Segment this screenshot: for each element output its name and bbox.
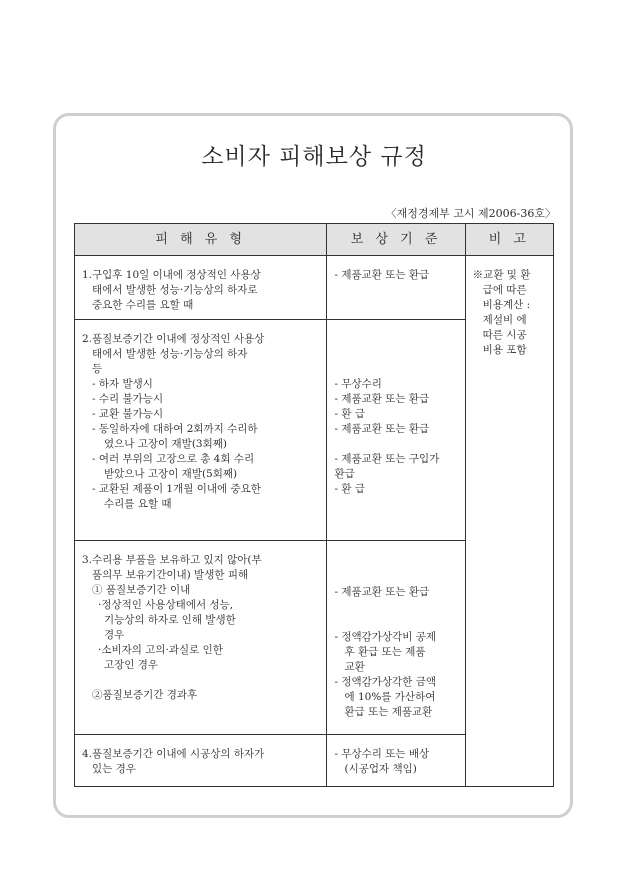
text-line: - 정액감가상각한 금액 [334,676,436,688]
text-line: ① 품질보증기간 이내 [92,584,191,596]
text-line: - 환 급 [334,483,365,495]
text-line [334,615,458,630]
header-remarks: 비 고 [465,224,553,256]
text-line [334,437,458,452]
text-line: 받았으나 고장이 재발(5회째) [104,468,238,480]
text-line [334,600,458,615]
text-line: - 제품교환 또는 환급 [334,269,430,281]
text-line: - 여러 부위의 고장으로 총 4회 수리 [92,453,255,465]
text-line: - 교환된 제품이 1개월 이내에 중요한 [92,483,261,495]
text-line: - 제품교환 또는 환급 [334,586,430,598]
text-line: 경우 [104,629,125,641]
compensation-table [74,223,554,787]
table-row [75,256,554,320]
header-damage-type: 피 해 유 형 [75,224,327,256]
text-line: - 교환 불가능시 [92,408,164,420]
text-line: 태에서 발생한 성능·기능상의 하자 [92,348,248,360]
text-line: - 제품교환 또는 환급 [334,423,430,435]
text-line: - 무상수리 또는 배상 [334,748,430,760]
text-line: 4.품질보증기간 이내에 시공상의 하자가 [82,748,265,760]
text-line: - 동일하자에 대하여 2회까지 수리하 [92,423,258,435]
text-line: 중요한 수리를 요할 때 [92,299,194,311]
page-title: 소비자 피해보상 규정 [201,144,427,170]
text-line: ※교환 및 환 [472,269,531,281]
text-line: 등 [92,363,103,375]
text-line [82,673,320,688]
text-line: 2.품질보증기간 이내에 정상적인 사용상 [82,333,265,345]
text-line: - 수리 불가능시 [92,393,164,405]
header-compensation-standard: 보 상 기 준 [327,224,465,256]
text-line: 있는 경우 [92,763,136,775]
text-line: 후 환급 또는 제품 [344,646,426,658]
row1-type [75,256,327,320]
text-line: - 환 급 [334,408,365,420]
text-line: - 하자 발생시 [92,378,153,390]
table-header-row [75,224,554,256]
text-line: 환급 [334,468,355,480]
row3-standard [327,541,465,735]
row2-type [75,320,327,541]
text-line: 비용 포함 [482,344,527,356]
row1-standard [327,256,465,320]
text-line: (시공업자 책임) [344,763,417,775]
text-line: 비용계산 : [482,299,531,311]
text-line: - 제품교환 또는 구입가 [334,453,440,465]
text-line: ·소비자의 고의·과실로 인한 [98,644,223,656]
row3-type [75,541,327,735]
text-line: 1.구입후 10일 이내에 정상적인 사용상 [82,269,261,281]
text-line: ②품질보증기간 경과후 [92,689,198,701]
text-line: 교환 [344,661,365,673]
text-line: 제설비 에 [482,314,527,326]
row4-standard [327,735,465,787]
text-line: 품의무 보유기간이내) 발생한 피해 [92,569,249,581]
row4-type [75,735,327,787]
text-line: 태에서 발생한 성능·기능상의 하자로 [92,284,258,296]
text-line: - 무상수리 [334,378,382,390]
row2-standard [327,320,465,541]
text-line: 따른 시공 [482,329,527,341]
text-line: 급에 따른 [482,284,527,296]
text-line: ·정상적인 사용상태에서 성능, [98,599,234,611]
text-line: 고장인 경우 [104,659,159,671]
text-line: - 제품교환 또는 환급 [334,393,430,405]
text-line: - 정액감가상각비 공제 [334,631,436,643]
text-line: 수리를 요할 때 [104,498,172,510]
text-line: 기능상의 하자로 인해 발생한 [104,614,236,626]
remarks-cell [465,256,553,787]
text-line: 였으나 고장이 재발(3회째) [104,438,227,450]
notice-reference: 〈재정경제부 고시 제2006-36호〉 [385,207,556,220]
text-line: 3.수리용 부품을 보유하고 있지 않아(부 [82,554,262,566]
text-line: 환급 또는 제품교환 [344,706,433,718]
text-line: 에 10%를 가산하여 [344,691,436,703]
